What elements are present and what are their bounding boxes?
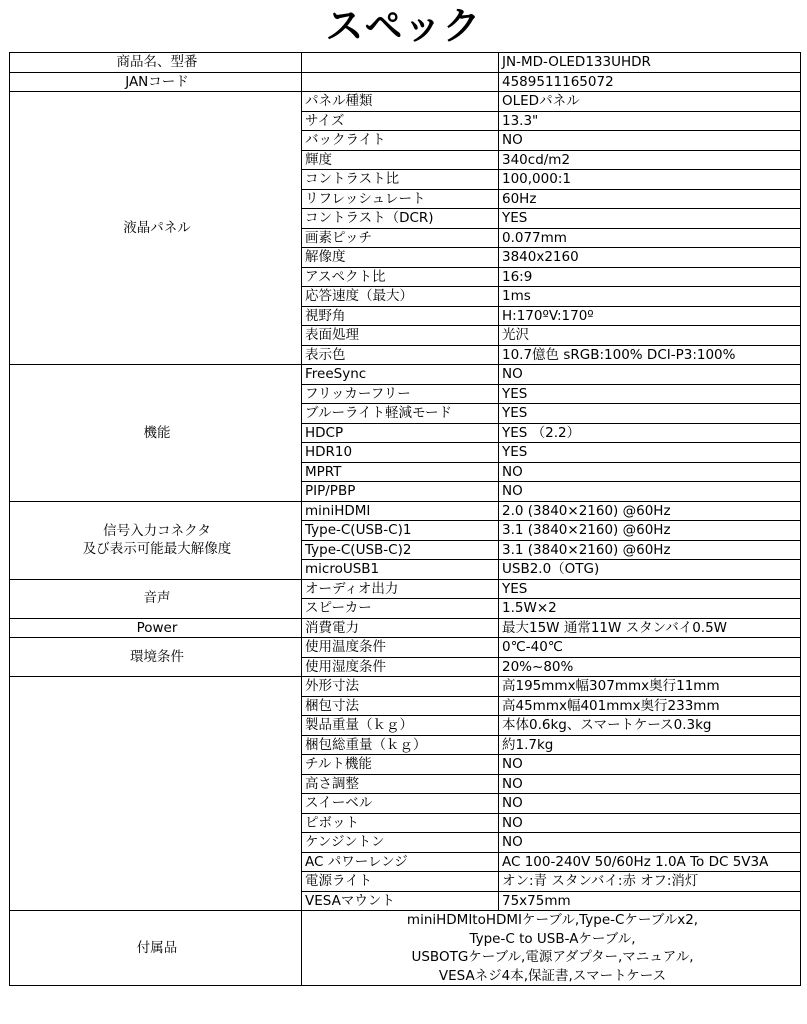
spec-label: ブルーライト軽減モード <box>302 404 499 424</box>
category-label: 付属品 <box>10 911 302 986</box>
accessories-line: miniHDMItoHDMIケーブル,Type-Cケーブルx2, <box>406 912 699 928</box>
spec-value: YES <box>499 384 801 404</box>
spec-value: 4589511165072 <box>499 72 801 92</box>
category-label: 商品名、型番 <box>10 53 302 73</box>
spec-label <box>302 53 499 73</box>
table-row <box>10 72 801 92</box>
spec-value: 1ms <box>499 287 801 307</box>
category-label: 環境条件 <box>10 638 302 677</box>
spec-value: 75x75mm <box>499 891 801 911</box>
spec-value: 13.3" <box>499 111 801 131</box>
spec-value: NO <box>499 755 801 775</box>
spec-value: YES （2.2） <box>499 423 801 443</box>
spec-label: HDCP <box>302 423 499 443</box>
category-label: JANコード <box>10 72 302 92</box>
spec-label: コントラスト（DCR) <box>302 209 499 229</box>
spec-value: NO <box>499 131 801 151</box>
spec-value: USB2.0（OTG) <box>499 560 801 580</box>
table-row <box>10 501 801 521</box>
spec-value: オン:青 スタンバイ:赤 オフ:消灯 <box>499 872 801 892</box>
spec-label: ピボット <box>302 813 499 833</box>
spec-label: 画素ピッチ <box>302 228 499 248</box>
table-row <box>10 911 801 986</box>
spec-value: 約1.7kg <box>499 735 801 755</box>
table-row <box>10 53 801 73</box>
spec-label: 電源ライト <box>302 872 499 892</box>
spec-value: 100,000:1 <box>499 170 801 190</box>
spec-label: スピーカー <box>302 599 499 619</box>
spec-label: パネル種類 <box>302 92 499 112</box>
spec-label: 消費電力 <box>302 618 499 638</box>
spec-label: 表示色 <box>302 345 499 365</box>
spec-value: 16:9 <box>499 267 801 287</box>
spec-label: Type-C(USB-C)2 <box>302 540 499 560</box>
accessories-line: USBOTGケーブル,電源アダプター,マニュアル, <box>411 949 694 965</box>
spec-value: 2.0 (3840×2160) @60Hz <box>499 501 801 521</box>
table-row <box>10 92 801 112</box>
category-label <box>10 677 302 911</box>
spec-label: 解像度 <box>302 248 499 268</box>
category-label: 機能 <box>10 365 302 502</box>
spec-label: 高さ調整 <box>302 774 499 794</box>
page-title: スペック <box>325 4 482 48</box>
category-label-line: 及び表示可能最大解像度 <box>82 541 232 557</box>
spec-value: 3.1 (3840×2160) @60Hz <box>499 540 801 560</box>
spec-table <box>9 52 801 986</box>
spec-value: AC 100-240V 50/60Hz 1.0A To DC 5V3A <box>499 852 801 872</box>
spec-value: 0℃-40℃ <box>499 638 801 658</box>
spec-value: 60Hz <box>499 189 801 209</box>
spec-label: ケンジントン <box>302 833 499 853</box>
spec-value: OLEDパネル <box>499 92 801 112</box>
spec-label: Type-C(USB-C)1 <box>302 521 499 541</box>
table-row <box>10 579 801 599</box>
spec-label: 応答速度（最大） <box>302 287 499 307</box>
spec-value: 340cd/m2 <box>499 150 801 170</box>
spec-label: FreeSync <box>302 365 499 385</box>
table-row <box>10 638 801 658</box>
category-label: 音声 <box>10 579 302 618</box>
spec-value: 3.1 (3840×2160) @60Hz <box>499 521 801 541</box>
spec-label: サイズ <box>302 111 499 131</box>
spec-label: HDR10 <box>302 443 499 463</box>
spec-label: チルト機能 <box>302 755 499 775</box>
category-label: 液晶パネル <box>10 92 302 365</box>
spec-value: YES <box>499 579 801 599</box>
spec-label: リフレッシュレート <box>302 189 499 209</box>
accessories-cell <box>302 911 801 986</box>
spec-label: 表面処理 <box>302 326 499 346</box>
spec-label: 外形寸法 <box>302 677 499 697</box>
category-label <box>10 501 302 579</box>
spec-value: 3840x2160 <box>499 248 801 268</box>
spec-label: 製品重量（ｋｇ） <box>302 716 499 736</box>
spec-value: NO <box>499 813 801 833</box>
spec-value: NO <box>499 794 801 814</box>
spec-value: 本体0.6kg、スマートケース0.3kg <box>499 716 801 736</box>
spec-value: 高45mmx幅401mmx奥行233mm <box>499 696 801 716</box>
spec-label: 梱包総重量（ｋｇ） <box>302 735 499 755</box>
spec-label: 輝度 <box>302 150 499 170</box>
spec-label: AC パワーレンジ <box>302 852 499 872</box>
spec-value: 10.7億色 sRGB:100% DCI-P3:100% <box>499 345 801 365</box>
table-row <box>10 618 801 638</box>
category-label-line: 信号入力コネクタ <box>103 522 211 539</box>
spec-label: オーディオ出力 <box>302 579 499 599</box>
spec-value: JN-MD-OLED133UHDR <box>499 53 801 73</box>
spec-value: NO <box>499 462 801 482</box>
spec-value: 光沢 <box>499 326 801 346</box>
spec-value: H:170ºV:170º <box>499 306 801 326</box>
spec-value: YES <box>499 209 801 229</box>
accessories-line: Type-C to USB-Aケーブル, <box>469 930 636 947</box>
table-row <box>10 677 801 697</box>
spec-label: 使用温度条件 <box>302 638 499 658</box>
spec-value: YES <box>499 404 801 424</box>
spec-value: 1.5W×2 <box>499 599 801 619</box>
spec-label: 使用湿度条件 <box>302 657 499 677</box>
spec-label: VESAマウント <box>302 891 499 911</box>
spec-value: 高195mmx幅307mmx奥行11mm <box>499 677 801 697</box>
spec-value: YES <box>499 443 801 463</box>
spec-label: スイーベル <box>302 794 499 814</box>
spec-label: miniHDMI <box>302 501 499 521</box>
spec-value: 最大15W 通常11W スタンバイ0.5W <box>499 618 801 638</box>
spec-label: 視野角 <box>302 306 499 326</box>
accessories-line: VESAネジ4本,保証書,スマートケース <box>438 967 667 984</box>
spec-label <box>302 72 499 92</box>
spec-label: アスペクト比 <box>302 267 499 287</box>
spec-label: MPRT <box>302 462 499 482</box>
spec-value: NO <box>499 482 801 502</box>
spec-label: フリッカーフリー <box>302 384 499 404</box>
spec-value: NO <box>499 833 801 853</box>
spec-label: バックライト <box>302 131 499 151</box>
category-label: Power <box>10 618 302 638</box>
spec-label: PIP/PBP <box>302 482 499 502</box>
spec-value: NO <box>499 365 801 385</box>
spec-value: 20%~80% <box>499 657 801 677</box>
spec-value: 0.077mm <box>499 228 801 248</box>
spec-label: microUSB1 <box>302 560 499 580</box>
spec-label: 梱包寸法 <box>302 696 499 716</box>
spec-value: NO <box>499 774 801 794</box>
spec-label: コントラスト比 <box>302 170 499 190</box>
table-row <box>10 365 801 385</box>
